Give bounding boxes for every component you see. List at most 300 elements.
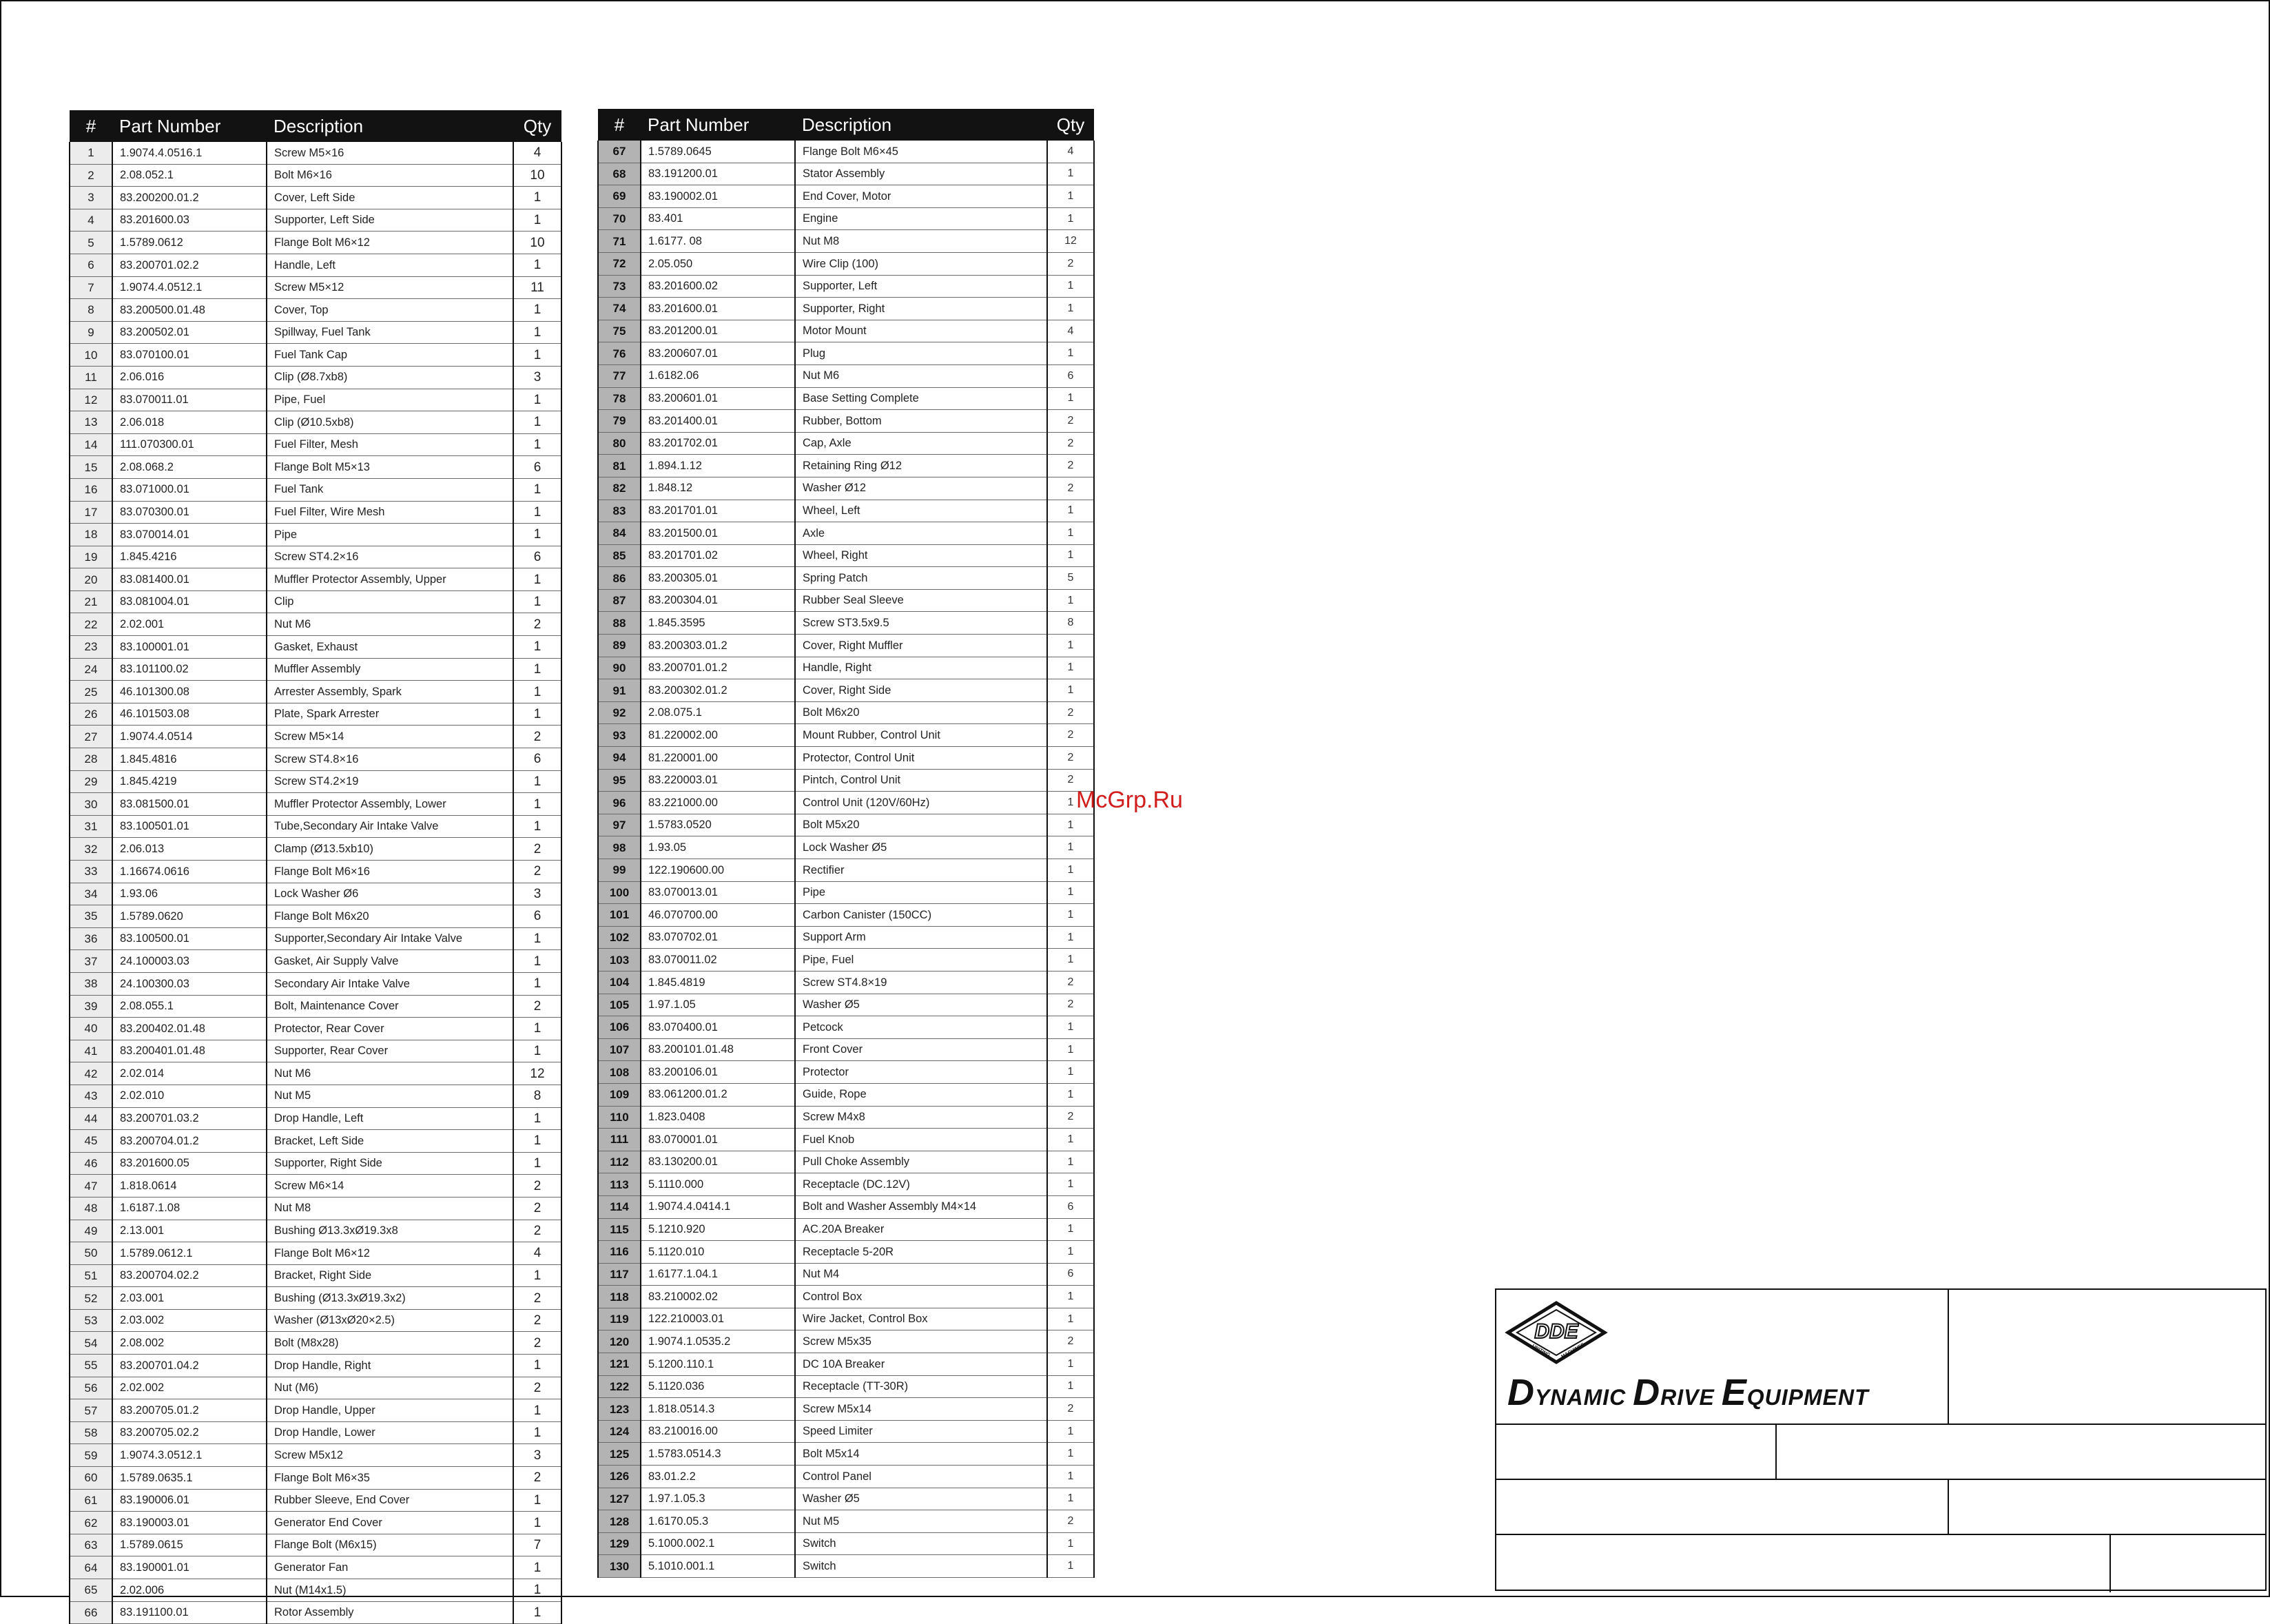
item-number-cell: 108	[598, 1061, 641, 1084]
item-number-cell: 5	[70, 232, 112, 254]
part-number-cell: 83.201600.03	[112, 209, 267, 232]
qty-cell: 1	[513, 815, 561, 838]
qty-cell: 1	[513, 1399, 561, 1422]
item-number-cell: 8	[70, 299, 112, 322]
part-number-cell: 83.200200.01.2	[112, 187, 267, 209]
qty-cell: 4	[513, 142, 561, 164]
item-number-cell: 94	[598, 747, 641, 770]
table-row	[70, 1130, 561, 1153]
table-row	[598, 1398, 1094, 1421]
qty-cell: 2	[1047, 455, 1094, 477]
description-cell: Muffler Assembly	[267, 658, 513, 681]
table-row	[70, 187, 561, 209]
part-number-cell: 1.5789.0635.1	[112, 1467, 267, 1490]
part-number-cell: 83.070013.01	[641, 881, 795, 904]
part-number-cell: 1.845.4216	[112, 546, 267, 568]
part-number-cell: 24.100003.03	[112, 950, 267, 973]
item-number-cell: 105	[598, 994, 641, 1016]
qty-cell: 4	[513, 1242, 561, 1265]
description-cell: Nut M6	[267, 1062, 513, 1085]
table-row	[598, 1038, 1094, 1061]
table-row	[598, 275, 1094, 298]
table-row	[70, 1018, 561, 1040]
part-number-cell: 5.1200.110.1	[641, 1353, 795, 1376]
qty-cell: 1	[513, 254, 561, 276]
description-cell: Receptacle (DC.12V)	[795, 1173, 1047, 1196]
qty-cell: 1	[1047, 298, 1094, 320]
qty-cell: 1	[1047, 657, 1094, 679]
part-number-cell: 1.97.1.05.3	[641, 1488, 795, 1510]
part-number-cell: 111.070300.01	[112, 433, 267, 456]
item-number-cell: 12	[70, 389, 112, 411]
item-number-cell: 90	[598, 657, 641, 679]
qty-cell: 1	[1047, 387, 1094, 410]
description-cell: Muffler Protector Assembly, Lower	[267, 793, 513, 816]
table-row	[598, 1151, 1094, 1173]
item-number-cell: 121	[598, 1353, 641, 1376]
item-number-cell: 50	[70, 1242, 112, 1265]
description-cell: Screw M5x14	[795, 1398, 1047, 1421]
description-cell: Pintch, Control Unit	[795, 769, 1047, 792]
description-cell: Supporter,Secondary Air Intake Valve	[267, 927, 513, 950]
part-number-cell: 5.1120.036	[641, 1375, 795, 1398]
qty-cell: 1	[1047, 1016, 1094, 1039]
description-cell: Supporter, Right	[795, 298, 1047, 320]
part-number-cell: 5.1210.920	[641, 1218, 795, 1241]
description-cell: Nut M5	[795, 1510, 1047, 1533]
item-number-cell: 106	[598, 1016, 641, 1039]
table-row	[598, 1353, 1094, 1376]
item-number-cell: 31	[70, 815, 112, 838]
description-cell: Supporter, Left	[795, 275, 1047, 298]
part-number-cell: 83.071000.01	[112, 478, 267, 501]
qty-cell: 2	[1047, 1106, 1094, 1129]
part-number-cell: 2.08.068.2	[112, 456, 267, 479]
part-number-cell: 83.070702.01	[641, 926, 795, 949]
item-number-cell: 85	[598, 544, 641, 567]
item-number-cell: 100	[598, 881, 641, 904]
description-cell: Washer Ø5	[795, 994, 1047, 1016]
part-number-cell: 83.200500.01.48	[112, 299, 267, 322]
description-cell: Generator Fan	[267, 1556, 513, 1579]
description-cell: Handle, Left	[267, 254, 513, 276]
qty-cell: 1	[1047, 207, 1094, 230]
qty-cell: 1	[1047, 185, 1094, 208]
description-cell: Bolt and Washer Assembly M4×14	[795, 1195, 1047, 1218]
item-number-cell: 93	[598, 724, 641, 747]
description-cell: Protector, Control Unit	[795, 747, 1047, 770]
description-cell: Flange Bolt M6×45	[795, 141, 1047, 163]
table-row	[70, 1332, 561, 1355]
qty-cell: 1	[513, 321, 561, 344]
description-cell: Pipe	[795, 881, 1047, 904]
item-number-cell: 81	[598, 455, 641, 477]
qty-cell: 3	[513, 883, 561, 905]
part-number-cell: 83.191200.01	[641, 163, 795, 185]
table-row	[70, 703, 561, 726]
part-number-cell: 1.845.4816	[112, 748, 267, 771]
qty-cell: 1	[1047, 836, 1094, 859]
description-cell: Nut (M6)	[267, 1377, 513, 1399]
item-number-cell: 72	[598, 252, 641, 275]
item-number-cell: 13	[70, 411, 112, 434]
description-cell: DC 10A Breaker	[795, 1353, 1047, 1376]
table-row	[598, 455, 1094, 477]
table-row	[70, 1264, 561, 1287]
table-body	[598, 141, 1094, 1578]
description-cell: Screw M4x8	[795, 1106, 1047, 1129]
part-number-cell: 83.100501.01	[112, 815, 267, 838]
part-number-cell: 122.190600.00	[641, 859, 795, 882]
qty-cell: 1	[513, 209, 561, 232]
qty-cell: 2	[1047, 971, 1094, 994]
part-number-cell: 1.9074.3.0512.1	[112, 1444, 267, 1467]
description-cell: Protector	[795, 1061, 1047, 1084]
item-number-cell: 76	[598, 342, 641, 365]
table-row	[70, 1242, 561, 1265]
header-number: #	[70, 110, 112, 142]
part-number-cell: 83.200701.03.2	[112, 1107, 267, 1130]
item-number-cell: 56	[70, 1377, 112, 1399]
qty-cell: 6	[1047, 1195, 1094, 1218]
table-row	[70, 276, 561, 299]
part-number-cell: 83.100500.01	[112, 927, 267, 950]
qty-cell: 8	[1047, 612, 1094, 635]
table-row	[598, 792, 1094, 814]
item-number-cell: 75	[598, 320, 641, 342]
item-number-cell: 18	[70, 524, 112, 546]
item-number-cell: 109	[598, 1083, 641, 1106]
item-number-cell: 20	[70, 568, 112, 591]
item-number-cell: 45	[70, 1130, 112, 1153]
qty-cell: 6	[513, 905, 561, 928]
item-number-cell: 127	[598, 1488, 641, 1510]
part-number-cell: 46.101503.08	[112, 703, 267, 726]
qty-cell: 1	[1047, 1308, 1094, 1330]
qty-cell: 1	[1047, 814, 1094, 836]
table-row	[70, 658, 561, 681]
item-number-cell: 19	[70, 546, 112, 568]
table-row	[598, 1420, 1094, 1443]
item-number-cell: 55	[70, 1355, 112, 1377]
part-number-cell: 1.6177. 08	[641, 230, 795, 253]
qty-cell: 1	[513, 1556, 561, 1579]
qty-cell: 2	[1047, 432, 1094, 455]
table-row	[598, 971, 1094, 994]
qty-cell: 2	[513, 1220, 561, 1242]
header-qty: Qty	[1047, 109, 1094, 141]
table-row	[70, 164, 561, 187]
qty-cell: 1	[1047, 1038, 1094, 1061]
watermark-text: McGrp.Ru	[1076, 787, 1183, 813]
table-row	[598, 701, 1094, 724]
item-number-cell: 111	[598, 1129, 641, 1151]
item-number-cell: 84	[598, 522, 641, 545]
part-number-cell: 1.5789.0612.1	[112, 1242, 267, 1265]
description-cell: Axle	[795, 522, 1047, 545]
part-number-cell: 1.9074.4.0516.1	[112, 142, 267, 164]
qty-cell: 1	[1047, 1488, 1094, 1510]
header-qty: Qty	[513, 110, 561, 142]
description-cell: Nut M8	[795, 230, 1047, 253]
table-row	[70, 793, 561, 816]
item-number-cell: 122	[598, 1375, 641, 1398]
qty-cell: 1	[513, 501, 561, 524]
qty-cell: 1	[1047, 275, 1094, 298]
description-cell: Rubber Sleeve, End Cover	[267, 1489, 513, 1512]
qty-cell: 11	[513, 276, 561, 299]
part-number-cell: 83.200303.01.2	[641, 635, 795, 657]
table-row	[70, 1107, 561, 1130]
part-number-cell: 1.894.1.12	[641, 455, 795, 477]
description-cell: End Cover, Motor	[795, 185, 1047, 208]
table-row	[598, 1083, 1094, 1106]
table-row	[70, 972, 561, 995]
table-row	[70, 861, 561, 883]
part-number-cell: 1.5789.0612	[112, 232, 267, 254]
item-number-cell: 59	[70, 1444, 112, 1467]
description-cell: Carbon Canister (150CC)	[795, 904, 1047, 927]
qty-cell: 1	[1047, 635, 1094, 657]
table-row	[598, 544, 1094, 567]
part-number-cell: 83.200704.01.2	[112, 1130, 267, 1153]
header-description: Description	[267, 110, 513, 142]
table-row	[70, 478, 561, 501]
table-row	[70, 321, 561, 344]
item-number-cell: 96	[598, 792, 641, 814]
table-row	[598, 298, 1094, 320]
qty-cell: 1	[1047, 1173, 1094, 1196]
item-number-cell: 117	[598, 1263, 641, 1286]
item-number-cell: 119	[598, 1308, 641, 1330]
title-block	[1495, 1288, 2267, 1591]
part-number-cell: 83.100001.01	[112, 636, 267, 659]
part-number-cell: 2.08.052.1	[112, 164, 267, 187]
table-row	[598, 141, 1094, 163]
item-number-cell: 28	[70, 748, 112, 771]
qty-cell: 1	[513, 927, 561, 950]
part-number-cell: 83.191100.01	[112, 1601, 267, 1624]
description-cell: Clamp (Ø13.5xb10)	[267, 838, 513, 861]
qty-cell: 3	[513, 1444, 561, 1467]
table-row	[598, 1263, 1094, 1286]
table-row	[70, 1444, 561, 1467]
description-cell: Engine	[795, 207, 1047, 230]
qty-cell: 1	[1047, 1151, 1094, 1173]
part-number-cell: 1.9074.4.0514	[112, 726, 267, 748]
qty-cell: 1	[513, 1040, 561, 1062]
part-number-cell: 5.1000.002.1	[641, 1532, 795, 1555]
item-number-cell: 63	[70, 1534, 112, 1556]
part-number-cell: 46.101300.08	[112, 681, 267, 703]
table-row	[598, 1286, 1094, 1308]
item-number-cell: 58	[70, 1421, 112, 1444]
description-cell: Washer (Ø13xØ20×2.5)	[267, 1309, 513, 1332]
table-row	[70, 524, 561, 546]
qty-cell: 1	[1047, 1286, 1094, 1308]
description-cell: Bolt M6x20	[795, 701, 1047, 724]
qty-cell: 1	[1047, 589, 1094, 612]
table-row	[598, 612, 1094, 635]
description-cell: Bracket, Left Side	[267, 1130, 513, 1153]
part-number-cell: 1.818.0514.3	[641, 1398, 795, 1421]
item-number-cell: 42	[70, 1062, 112, 1085]
qty-cell: 1	[1047, 1443, 1094, 1466]
qty-cell: 1	[1047, 1555, 1094, 1578]
part-number-cell: 2.13.001	[112, 1220, 267, 1242]
part-number-cell: 2.06.018	[112, 411, 267, 434]
parts-table-right	[597, 109, 1095, 1578]
description-cell: Supporter, Rear Cover	[267, 1040, 513, 1062]
table-row	[598, 185, 1094, 208]
table-row	[598, 1488, 1094, 1510]
part-number-cell: 83.081500.01	[112, 793, 267, 816]
qty-cell: 1	[513, 793, 561, 816]
table-row	[598, 589, 1094, 612]
qty-cell: 1	[513, 1579, 561, 1602]
item-number-cell: 67	[598, 141, 641, 163]
qty-cell: 2	[513, 1197, 561, 1220]
description-cell: Nut M6	[267, 613, 513, 636]
table-row	[70, 299, 561, 322]
qty-cell: 1	[513, 1264, 561, 1287]
qty-cell: 2	[1047, 747, 1094, 770]
item-number-cell: 128	[598, 1510, 641, 1533]
description-cell: Mount Rubber, Control Unit	[795, 724, 1047, 747]
item-number-cell: 113	[598, 1173, 641, 1196]
part-number-cell: 2.02.002	[112, 1377, 267, 1399]
item-number-cell: 36	[70, 927, 112, 950]
table-row	[598, 1016, 1094, 1039]
part-number-cell: 1.5783.0514.3	[641, 1443, 795, 1466]
item-number-cell: 68	[598, 163, 641, 185]
description-cell: Bolt M6×16	[267, 164, 513, 187]
qty-cell: 1	[513, 1355, 561, 1377]
dde-logo	[1505, 1301, 1608, 1364]
qty-cell: 6	[513, 748, 561, 771]
description-cell: Nut (M14x1.5)	[267, 1579, 513, 1602]
description-cell: Clip (Ø10.5xb8)	[267, 411, 513, 434]
part-number-cell: 83.130200.01	[641, 1151, 795, 1173]
description-cell: Control Unit (120V/60Hz)	[795, 792, 1047, 814]
table-row	[598, 635, 1094, 657]
description-cell: Screw M5x35	[795, 1330, 1047, 1353]
part-number-cell: 1.823.0408	[641, 1106, 795, 1129]
description-cell: Rubber, Bottom	[795, 410, 1047, 433]
description-cell: Fuel Filter, Mesh	[267, 433, 513, 456]
qty-cell: 1	[1047, 1420, 1094, 1443]
table-row	[598, 1466, 1094, 1488]
brand-initial: D	[1633, 1372, 1661, 1413]
description-cell: Bolt (M8x28)	[267, 1332, 513, 1355]
qty-cell: 1	[1047, 1083, 1094, 1106]
qty-cell: 2	[513, 1332, 561, 1355]
part-number-cell: 5.1120.010	[641, 1241, 795, 1264]
part-number-cell: 1.848.12	[641, 477, 795, 500]
item-number-cell: 53	[70, 1309, 112, 1332]
brand-word-rest: QUIPMENT	[1746, 1385, 1869, 1410]
table-row	[70, 1534, 561, 1556]
description-cell: Retaining Ring Ø12	[795, 455, 1047, 477]
description-cell: Plug	[795, 342, 1047, 365]
part-number-cell: 83.070100.01	[112, 344, 267, 367]
brand-initial: E	[1721, 1372, 1747, 1413]
table-row	[70, 883, 561, 905]
logo-letters: DDE	[1534, 1320, 1578, 1343]
table-row	[70, 1062, 561, 1085]
table-row	[598, 881, 1094, 904]
description-cell: Supporter, Right Side	[267, 1152, 513, 1175]
item-number-cell: 37	[70, 950, 112, 973]
part-number-cell: 1.818.0614	[112, 1175, 267, 1198]
table-row	[598, 522, 1094, 545]
part-number-cell: 83.210002.02	[641, 1286, 795, 1308]
description-cell: Guide, Rope	[795, 1083, 1047, 1106]
part-number-cell: 83.190003.01	[112, 1512, 267, 1534]
qty-cell: 12	[513, 1062, 561, 1085]
part-number-cell: 83.201200.01	[641, 320, 795, 342]
part-number-cell: 2.05.050	[641, 252, 795, 275]
item-number-cell: 17	[70, 501, 112, 524]
qty-cell: 2	[1047, 1330, 1094, 1353]
part-number-cell: 2.02.001	[112, 613, 267, 636]
qty-cell: 1	[513, 950, 561, 973]
item-number-cell: 102	[598, 926, 641, 949]
description-cell: Screw M5×12	[267, 276, 513, 299]
part-number-cell: 1.845.4819	[641, 971, 795, 994]
description-cell: Screw M5×14	[267, 726, 513, 748]
qty-cell: 1	[513, 636, 561, 659]
table-row	[70, 1467, 561, 1490]
item-number-cell: 47	[70, 1175, 112, 1198]
qty-cell: 1	[513, 703, 561, 726]
description-cell: Screw ST3.5x9.5	[795, 612, 1047, 635]
description-cell: Control Panel	[795, 1466, 1047, 1488]
table-row	[70, 254, 561, 276]
description-cell: Screw ST4.2×16	[267, 546, 513, 568]
table-row	[70, 142, 561, 164]
qty-cell: 1	[513, 1152, 561, 1175]
description-cell: Petcock	[795, 1016, 1047, 1039]
item-number-cell: 30	[70, 793, 112, 816]
description-cell: Fuel Filter, Wire Mesh	[267, 501, 513, 524]
part-number-cell: 83.200401.01.48	[112, 1040, 267, 1062]
qty-cell: 2	[1047, 410, 1094, 433]
table-row	[598, 1443, 1094, 1466]
part-number-cell: 83.210016.00	[641, 1420, 795, 1443]
part-number-cell: 1.6187.1.08	[112, 1197, 267, 1220]
table-row	[598, 1532, 1094, 1555]
qty-cell: 2	[513, 1377, 561, 1399]
qty-cell: 1	[513, 1018, 561, 1040]
qty-cell: 1	[1047, 1218, 1094, 1241]
item-number-cell: 97	[598, 814, 641, 836]
part-number-cell: 83.070300.01	[112, 501, 267, 524]
part-number-cell: 83.201500.01	[641, 522, 795, 545]
qty-cell: 2	[513, 726, 561, 748]
qty-cell: 2	[1047, 701, 1094, 724]
table-row	[598, 949, 1094, 972]
part-number-cell: 1.845.3595	[641, 612, 795, 635]
description-cell: Gasket, Air Supply Valve	[267, 950, 513, 973]
description-cell: Stator Assembly	[795, 163, 1047, 185]
description-cell: Arrester Assembly, Spark	[267, 681, 513, 703]
part-number-cell: 83.200302.01.2	[641, 679, 795, 702]
qty-cell: 1	[1047, 679, 1094, 702]
table-row	[598, 1106, 1094, 1129]
description-cell: Bracket, Right Side	[267, 1264, 513, 1287]
table-row	[70, 905, 561, 928]
